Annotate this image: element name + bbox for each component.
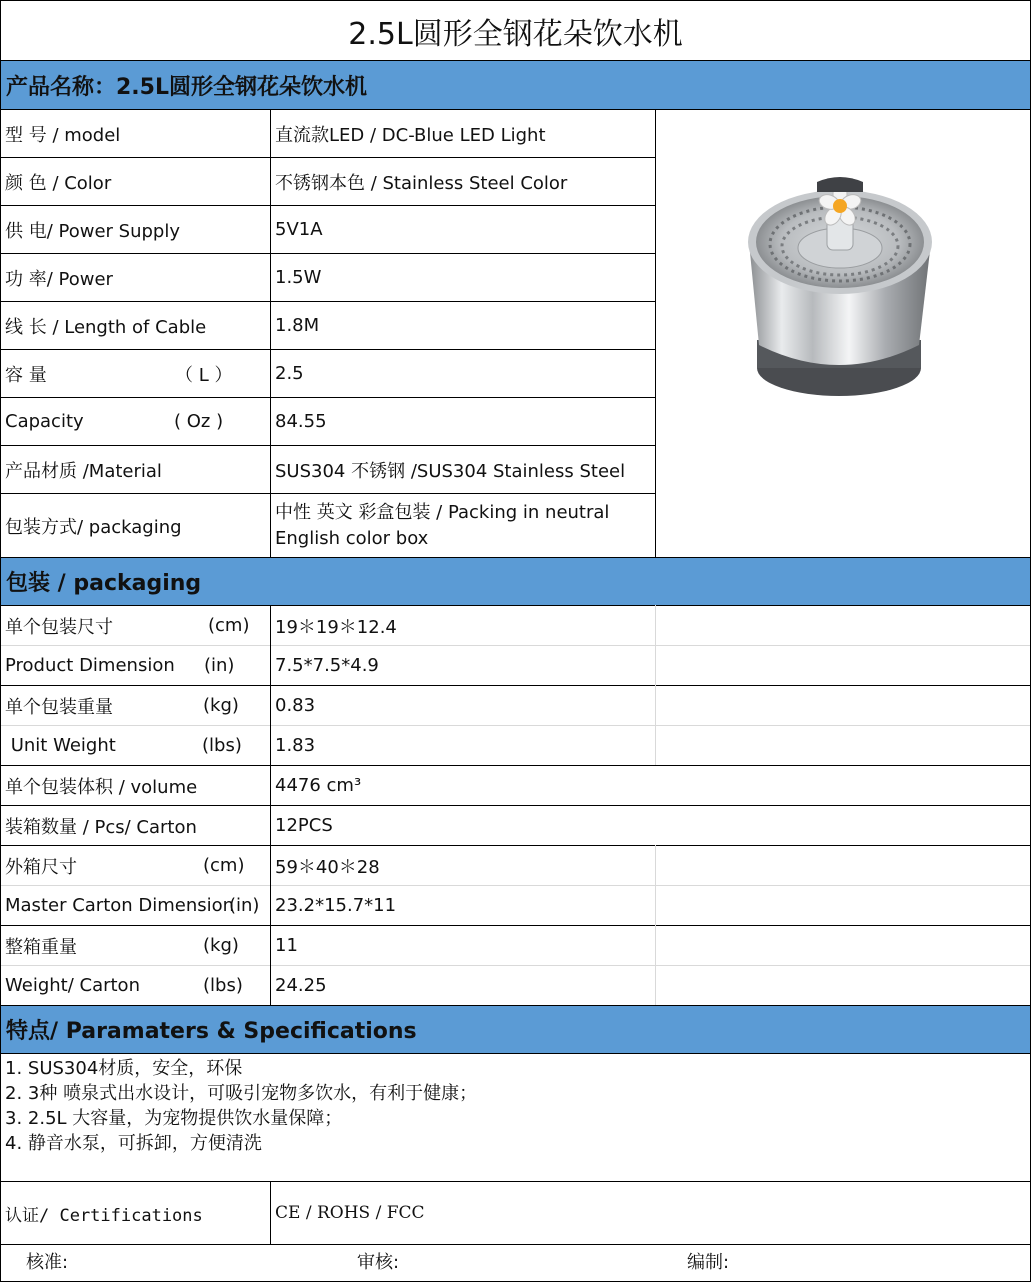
grid-line xyxy=(1,445,656,446)
spec-label: 型 号 / model xyxy=(5,124,121,146)
packaging-label: 单个包装重量 xyxy=(5,696,113,718)
spec-value: 1.8M xyxy=(275,315,320,336)
certifications-value: CE / ROHS / FCC xyxy=(275,1203,425,1223)
packaging-label: Unit Weight xyxy=(5,735,116,756)
spec-value: SUS304 不锈钢 /SUS304 Stainless Steel xyxy=(275,460,626,482)
spec-row xyxy=(1,110,1030,157)
spec-label: 产品材质 /Material xyxy=(5,460,162,482)
grid-line xyxy=(1,725,1030,726)
packaging-unit: (kg) xyxy=(203,695,239,716)
spec-label: 容 量 xyxy=(5,364,47,386)
packaging-band: 包装 / packaging xyxy=(1,558,1030,605)
packaging-row xyxy=(1,806,1030,845)
packaging-label: Master Carton Dimension xyxy=(5,895,235,916)
certifications-row xyxy=(1,1182,1030,1244)
certifications-label: 认证/ Certifications xyxy=(5,1205,203,1226)
grid-line xyxy=(1,645,1030,646)
packaging-row xyxy=(1,926,1030,965)
grid-line xyxy=(1,349,656,350)
packaging-unit: (lbs) xyxy=(202,735,242,756)
packaging-label: Product Dimension xyxy=(5,655,175,676)
grid-line xyxy=(1,1005,1030,1006)
packaging-label: 整箱重量 xyxy=(5,936,77,958)
grid-line xyxy=(1,205,656,206)
packaging-label: 单个包装尺寸 xyxy=(5,616,113,638)
features-band: 特点/ Paramaters & Specifications xyxy=(1,1006,1030,1053)
packaging-value: 19＊19＊12.4 xyxy=(275,616,397,638)
grid-line xyxy=(1,253,656,254)
spec-value xyxy=(271,494,656,557)
grid-line xyxy=(1,1053,1030,1054)
grid-line xyxy=(1,925,1030,926)
grid-line xyxy=(1,845,1030,846)
spec-unit: ( Oz ) xyxy=(174,411,224,432)
spec-value-line: English color box xyxy=(275,527,429,549)
packaging-unit: (in) xyxy=(204,655,235,676)
product-name-band: 产品名称：2.5L圆形全钢花朵饮水机 xyxy=(1,61,1030,109)
grid-line xyxy=(1,805,1030,806)
feature-item: 4. 静音水泵，可拆卸，方便清洗 xyxy=(5,1133,262,1154)
packaging-value: 0.83 xyxy=(275,695,316,716)
grid-line xyxy=(655,845,656,1005)
spec-label: Capacity xyxy=(5,411,84,432)
spec-label: 线 长 / Length of Cable xyxy=(5,316,207,338)
spec-value: 1.5W xyxy=(275,267,322,288)
grid-line xyxy=(270,109,271,557)
spec-value: 直流款LED / DC-Blue LED Light xyxy=(275,124,546,146)
page-title: 2.5L圆形全钢花朵饮水机 xyxy=(348,16,683,52)
packaging-row xyxy=(1,766,1030,805)
grid-line xyxy=(1,965,1030,966)
spec-row xyxy=(1,398,1030,445)
spec-value: 84.55 xyxy=(275,411,327,432)
product-image xyxy=(735,170,945,405)
packaging-value: 7.5*7.5*4.9 xyxy=(275,655,379,676)
packaging-row xyxy=(1,846,1030,885)
spec-label: 颜 色 / Color xyxy=(5,172,112,194)
feature-item: 3. 2.5L 大容量，为宠物提供饮水量保障； xyxy=(5,1108,343,1129)
packaging-row xyxy=(1,606,1030,645)
packaging-row xyxy=(1,726,1030,765)
grid-line xyxy=(1,157,656,158)
grid-line xyxy=(270,605,271,1005)
spec-value: 2.5 xyxy=(275,363,304,384)
packaging-unit: (lbs) xyxy=(203,975,243,996)
grid-line xyxy=(1,397,656,398)
grid-line xyxy=(1,1181,1030,1182)
grid-line xyxy=(1,493,656,494)
grid-line xyxy=(655,109,656,557)
spec-value-line: 中性 英文 彩盒包装 / Packing in neutral xyxy=(275,501,610,523)
packaging-row xyxy=(1,966,1030,1005)
packaging-unit: (kg) xyxy=(203,935,239,956)
grid-line xyxy=(1,60,1030,61)
grid-line xyxy=(655,605,656,765)
grid-line xyxy=(0,0,1,1282)
packaging-label: Weight/ Carton xyxy=(5,975,140,996)
spec-value: 5V1A xyxy=(275,219,323,240)
packaging-unit: (cm) xyxy=(203,855,245,876)
packaging-unit: (cm) xyxy=(208,615,250,636)
packaging-value: 59＊40＊28 xyxy=(275,856,380,878)
grid-line xyxy=(1,557,1030,558)
grid-line xyxy=(1,765,1030,766)
feature-item: 1. SUS304材质，安全，环保 xyxy=(5,1058,243,1079)
grid-line xyxy=(1,1244,1030,1245)
grid-line xyxy=(1,885,1030,886)
packaging-value: 11 xyxy=(275,935,298,956)
spec-row xyxy=(1,446,1030,493)
grid-line xyxy=(270,1181,271,1244)
grid-line xyxy=(1,109,1030,110)
spec-row xyxy=(1,494,1030,557)
grid-line xyxy=(1,0,1030,1)
packaging-value: 23.2*15.7*11 xyxy=(275,895,397,916)
pet-fountain-icon xyxy=(735,170,945,405)
packaging-value: 24.25 xyxy=(275,975,327,996)
grid-line xyxy=(1,605,1030,606)
packaging-label: 外箱尺寸 xyxy=(5,856,77,878)
packaging-label: 装箱数量 / Pcs/ Carton xyxy=(5,816,197,838)
spec-label: 供 电/ Power Supply xyxy=(5,220,180,242)
approve-label: 核准: xyxy=(26,1252,69,1273)
packaging-row xyxy=(1,686,1030,725)
spec-label: 功 率/ Power xyxy=(5,268,113,290)
spec-label: 包装方式/ packaging xyxy=(5,516,182,538)
packaging-row xyxy=(1,886,1030,925)
grid-line xyxy=(1,685,1030,686)
packaging-row xyxy=(1,646,1030,685)
spec-unit: （ L ） xyxy=(175,364,233,386)
packaging-value: 1.83 xyxy=(275,735,316,756)
feature-item: 2. 3种 喷泉式出水设计，可吸引宠物多饮水，有利于健康； xyxy=(5,1083,478,1104)
spec-value: 不锈钢本色 / Stainless Steel Color xyxy=(275,172,568,194)
compile-label: 编制: xyxy=(687,1252,730,1273)
grid-line xyxy=(1,301,656,302)
packaging-value: 4476 cm³ xyxy=(275,775,362,796)
review-label: 审核: xyxy=(357,1252,400,1273)
packaging-unit: (in) xyxy=(229,895,260,916)
packaging-value: 12PCS xyxy=(275,815,333,836)
packaging-label: 单个包装体积 / volume xyxy=(5,776,198,798)
